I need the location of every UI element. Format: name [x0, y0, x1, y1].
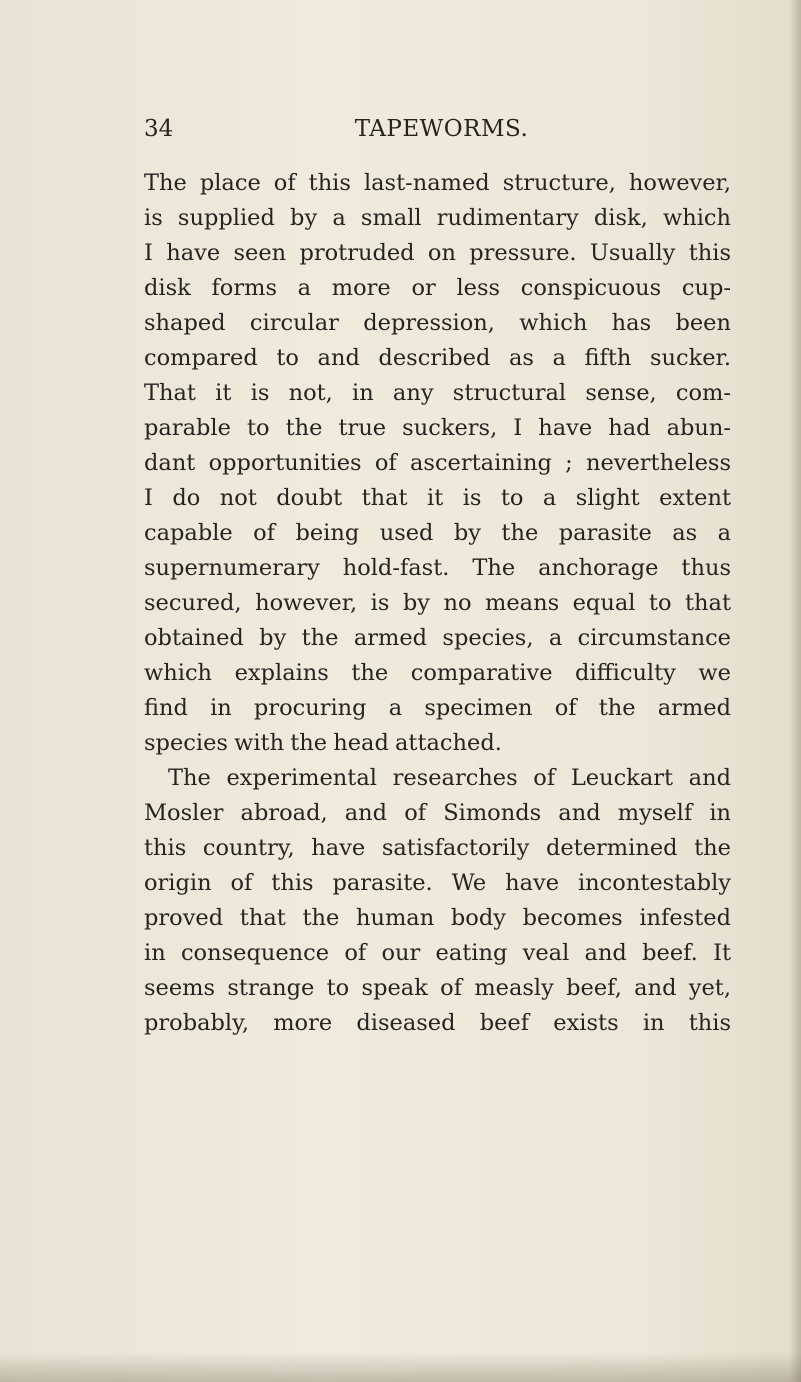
text-line: which explains the comparative difficulty we — [144, 660, 731, 686]
text-line: probably, more diseased beef exists in this — [144, 1010, 731, 1036]
text-line: this country, have satisfactorily determined the — [144, 835, 731, 861]
text-line: supernumerary hold-fast. The anchorage thus — [144, 555, 731, 581]
text-line: secured, however, is by no means equal to that — [144, 590, 731, 616]
text-line: origin of this parasite. We have incontestably — [144, 870, 731, 896]
text-line: dant opportunities of ascertaining ; nevertheless — [144, 450, 731, 476]
text-line: shaped circular depression, which has been — [144, 310, 731, 336]
text-line: obtained by the armed species, a circumstance — [144, 625, 731, 651]
running-title: TAPEWORMS. — [354, 116, 529, 142]
page-header — [144, 112, 731, 146]
text-line: parable to the true suckers, I have had abun- — [144, 415, 731, 441]
paragraph-1 — [144, 166, 731, 761]
text-line: in consequence of our eating veal and beef. It — [144, 940, 731, 966]
text-line: I do not doubt that it is to a slight extent — [144, 485, 731, 511]
text-line: The experimental researches of Leuckart and — [168, 765, 731, 791]
page-number: 34 — [144, 116, 174, 142]
text-line: Mosler abroad, and of Simonds and myself in — [144, 800, 731, 826]
body-text — [144, 166, 731, 1041]
paragraph-2 — [144, 761, 731, 1041]
text-line: The place of this last-named structure, however, — [144, 170, 731, 196]
text-line: compared to and described as a fifth sucker. — [144, 345, 731, 371]
page-edge-shadow — [789, 0, 801, 1382]
text-line: proved that the human body becomes infested — [144, 905, 731, 931]
text-line: is supplied by a small rudimentary disk, which — [144, 205, 731, 231]
text-line: find in procuring a specimen of the armed — [144, 695, 731, 721]
text-line: disk forms a more or less conspicuous cup- — [144, 275, 731, 301]
text-line: capable of being used by the parasite as a — [144, 520, 731, 546]
text-line: That it is not, in any structural sense, com- — [144, 380, 731, 406]
text-line: species with the head attached. — [144, 730, 502, 756]
page-bottom-shadow — [0, 1352, 801, 1382]
text-line: seems strange to speak of measly beef, and yet, — [144, 975, 731, 1001]
text-line: I have seen protruded on pressure. Usually this — [144, 240, 731, 266]
